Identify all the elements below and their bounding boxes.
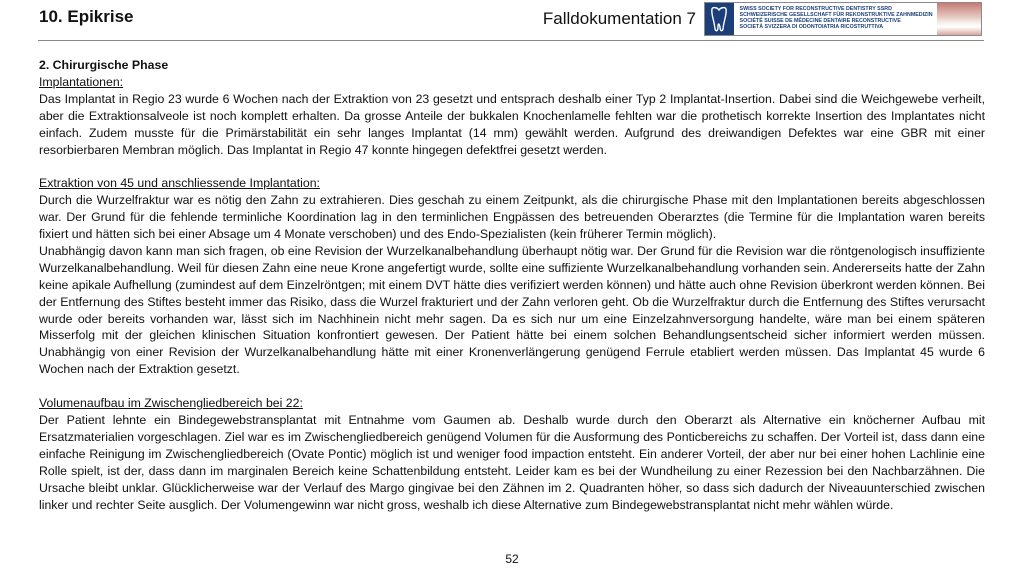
logo-line: SOCIETÀ SVIZZERA DI ODONTOIATRIA RICOSTRUTTIVA xyxy=(739,24,884,31)
document-label: Falldokumentation 7 xyxy=(542,9,696,28)
logo-line: SWISS SOCIETY FOR RECONSTRUCTIVE DENTISTRY SSRD xyxy=(739,6,892,12)
paragraph-implantations: Das Implantat in Regio 23 wurde 6 Wochen nach der Extraktion von 23 gesetzt und entsprach deshalb einer Typ 2 Implantat-Insertion. Dabei sind die Weichgewebe verheilt, aber die Extraktionsalveole ist noch komplett erhalten. Da grosse Anteile der bukkalen Knochenlamelle fehlten war die prothetisch korrekte Insertion des Implantates nicht einfach. Zudem musste für die Primärstabilität ein sehr langes Implantat (14 mm) gewählt werden. Aufgrund des dreiwandigen Defektes war eine GBR mit einer resorbierbaren Membran möglich. Das Implantat in Regio 47 konnte hingegen defektfrei gesetzt werden. xyxy=(39,91,985,157)
tooth-emblem-icon xyxy=(705,3,734,35)
paragraph-extraction: Durch die Wurzelfraktur war es nötig den Zahn zu extrahieren. Dies geschah zu einem Zeitpunkt, als die chirurgische Phase mit den Implantationen bereits abgeschlossen war. Der Grund für die fehlende terminliche Koordination lag in den terminlichen Engpässen des betreuenden Oberarztes (die Termine für die Implantation waren bereits fixiert und hätten sich bei einer Absage um 4 Monate verschoben) und des Endo-Spezialisten (kein früherer Termin möglich). xyxy=(39,193,985,242)
paragraph-revision: Unabhängig davon kann man sich fragen, ob eine Revision der Wurzelkanalbehandlung überhaupt nötig war. Der Grund für die Revision war die röntgenologisch insuffiziente Wurzelkanalbehandlung. Weil für diesen Zahn eine neue Krone angefertigt wurde, sollte eine suffiziente Wurzelkanalbehandlung vorhanden sein. Andererseits hatte der Zahn keine apikale Aufhellung (zumindest auf dem Einzelröntgen; mit einem DVT hätte dies verifiziert werden können) und hätte auch ohne Revision überkront werden können. Bei der Entfernung des Stiftes besteht immer das Risiko, dass die Wurzel frakturiert und der Zahn verloren geht. Ob die Wurzelfraktur durch die Entfernung des Stiftes verursacht wurde oder bereits vorhanden war, lässt sich im Nachhinein nicht mehr sagen. Da es sich nur um eine Einzelzahnversorgung handelte, wäre man bei einem späteren Misserfolg mit der gleichen klinischen Situation konfrontiert gewesen. Der Patient hätte bei einem solchen Behandlungsentscheid sicher informiert werden müssen. Unabhängig von einer Revision der Wurzelkanalbehandlung hätte mit einer Kronenverlängerung genügend Ferrule etabliert werden müssen. Das Implantat 45 wurde 6 Wochen nach der Extraktion gesetzt. xyxy=(39,243,985,377)
spacer xyxy=(39,158,985,175)
spacer xyxy=(39,378,985,395)
document-body xyxy=(39,57,985,513)
page-number: 52 xyxy=(505,552,519,566)
logo-text xyxy=(734,3,937,35)
logo-line: SCHWEIZERISCHE GESELLSCHAFT FÜR REKONSTRUKTIVE ZAHNMEDIZIN xyxy=(739,12,933,19)
subheading-volume: Volumenaufbau im Zwischengliedbereich bei 22: xyxy=(39,396,303,411)
subheading-implantations: Implantationen: xyxy=(39,74,124,89)
header-divider xyxy=(38,40,984,41)
subheading-extraction: Extraktion von 45 und anschliessende Implantation: xyxy=(39,176,320,191)
paragraph-volume: Der Patient lehnte ein Bindegewebstransplantat mit Entnahme vom Gaumen ab. Deshalb wurde durch den Oberarzt als Alternative ein knöcherner Aufbau mit Ersatzmaterialien vorgeschlagen. Ziel war es im Zwischengliedbereich genügend Volumen für die Ausformung des Ponticbereichs zu schaffen. Der Vorteil ist, dass dann eine einfache Reinigung im Zwischengliedbereich (Ovate Pontic) möglich ist und weniger food impaction entsteht. Ein anderer Vorteil, der aber nur bei einer hohen Lachlinie eine Rolle spielt, ist der, dass dann im marginalen Bereich keine Schattenbildung entsteht. Leider kam es bei der Wundheilung zu einer Rezession bei den Nachbarzähnen. Die Ursache bleibt unklar. Glücklicherweise war der Verlauf des Margo gingivae bei den Zähnen im 2. Quadranten höher, so dass sich dadurch der Niveauunterschied zwischen linker und rechter Seite ausglich. Der Volumengewinn war nicht gross, weshalb ich diese Alternative zum Bindegewebstransplantat nicht mehr wählen würde. xyxy=(39,413,985,512)
logo-line: SOCIÉTÉ SUISSE DE MÉDECINE DENTAIRE RECONSTRUCTIVE xyxy=(739,18,901,25)
page-title: 10. Epikrise xyxy=(39,7,134,26)
section-heading: 2. Chirurgische Phase xyxy=(39,58,169,72)
teeth-photo xyxy=(937,3,981,35)
ssrd-logo xyxy=(704,2,982,36)
